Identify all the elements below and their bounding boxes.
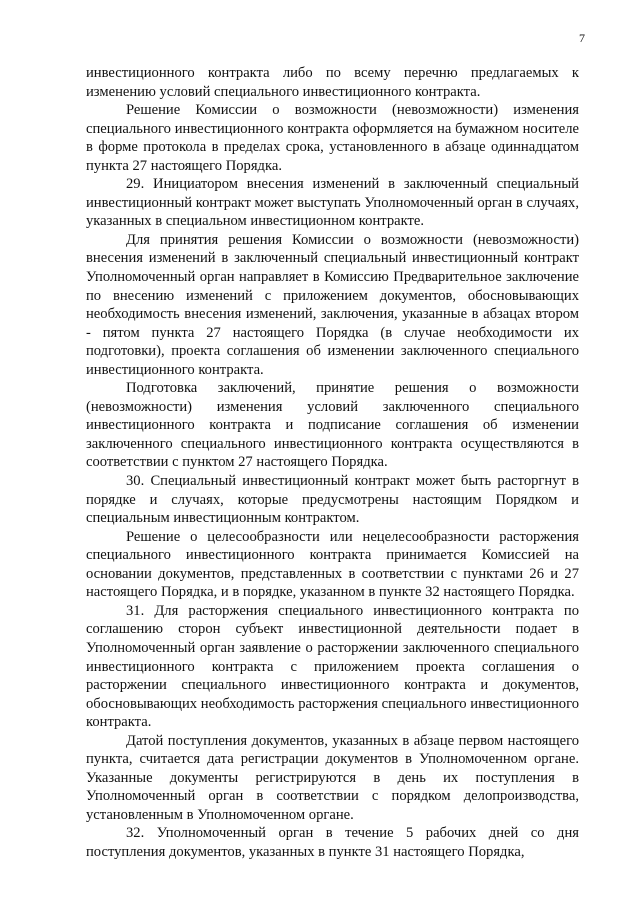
paragraph-item-30: 30. Специальный инвестиционный контракт может быть расторгнут в порядке и случаях, которые предусмотрены настоящим Порядком и специальным инвестиционным контрактом. — [86, 473, 579, 527]
paragraph-item-29: 29. Инициатором внесения изменений в заключенный специальный инвестиционный контракт может выступать Уполномоченный орган в случаях, указанных в специальном инвестиционном контракте. — [86, 176, 579, 230]
paragraph-item-32: 32. Уполномоченный орган в течение 5 рабочих дней со дня поступления документов, указанных в пункте 31 настоящего Порядка, — [86, 825, 579, 860]
page-number: 7 — [579, 31, 585, 45]
paragraph-preparation-of-conclusions: Подготовка заключений, принятие решения о возможности (невозможности) изменения условий заключенного специального инвестиционного контракта и подписание соглашения об изменении заключенного специального инвестиционного контракта осуществляются в соответствии с пунктом 27 настоящего Порядка. — [86, 380, 579, 471]
paragraph-continuation: инвестиционного контракта либо по всему перечню предлагаемых к изменению условий специального инвестиционного контракта. — [86, 65, 579, 100]
paragraph-commission-decision: Решение Комиссии о возможности (невозможности) изменения специального инвестиционного контракта оформляется на бумажном носителе в форме протокола в пределах срока, установленного в абзаце одиннадцатом пункта 27 настоящего Порядка. — [86, 102, 579, 174]
paragraph-termination-decision: Решение о целесообразности или нецелесообразности расторжения специального инвестиционного контракта принимается Комиссией на основании документов, представленных в соответствии с пунктами 26 и 27 настоящего Порядка, и в порядке, указанном в пункте 32 настоящего Порядка. — [86, 528, 579, 601]
paragraph-receipt-date: Датой поступления документов, указанных в абзаце первом настоящего пункта, считается дата регистрации документов в Уполномоченном органе. Указанные документы регистрируются в день их поступления в Уполномоченный орган в соответствии с порядком делопроизводства, установленным в Уполномоченном органе. — [86, 732, 579, 823]
paragraph-amendment-procedure: Для принятия решения Комиссии о возможности (невозможности) внесения изменений в заключенный специальный инвестиционный контракт Уполномоченный орган направляет в Комиссию Предварительное заключение по внесению изменений с приложением документов, обосновывающих необходимость внесения изменений, заключения, указанные в абзацах втором - пятом пункта 27 настоящего Порядка (в случае необходимости их подготовки), проекта соглашения об изменении заключенного специального инвестиционного контракта. — [86, 231, 579, 378]
document-body — [86, 64, 579, 862]
paragraph-item-31: 31. Для расторжения специального инвестиционного контракта по соглашению сторон субъект инвестиционной деятельности подает в Уполномоченный орган заявление о расторжении заключенного специального инвестиционного контракта с приложением проекта соглашения о расторжении специального инвестиционного контракта и документов, обосновывающих необходимость расторжения специального инвестиционного контракта. — [86, 602, 579, 731]
